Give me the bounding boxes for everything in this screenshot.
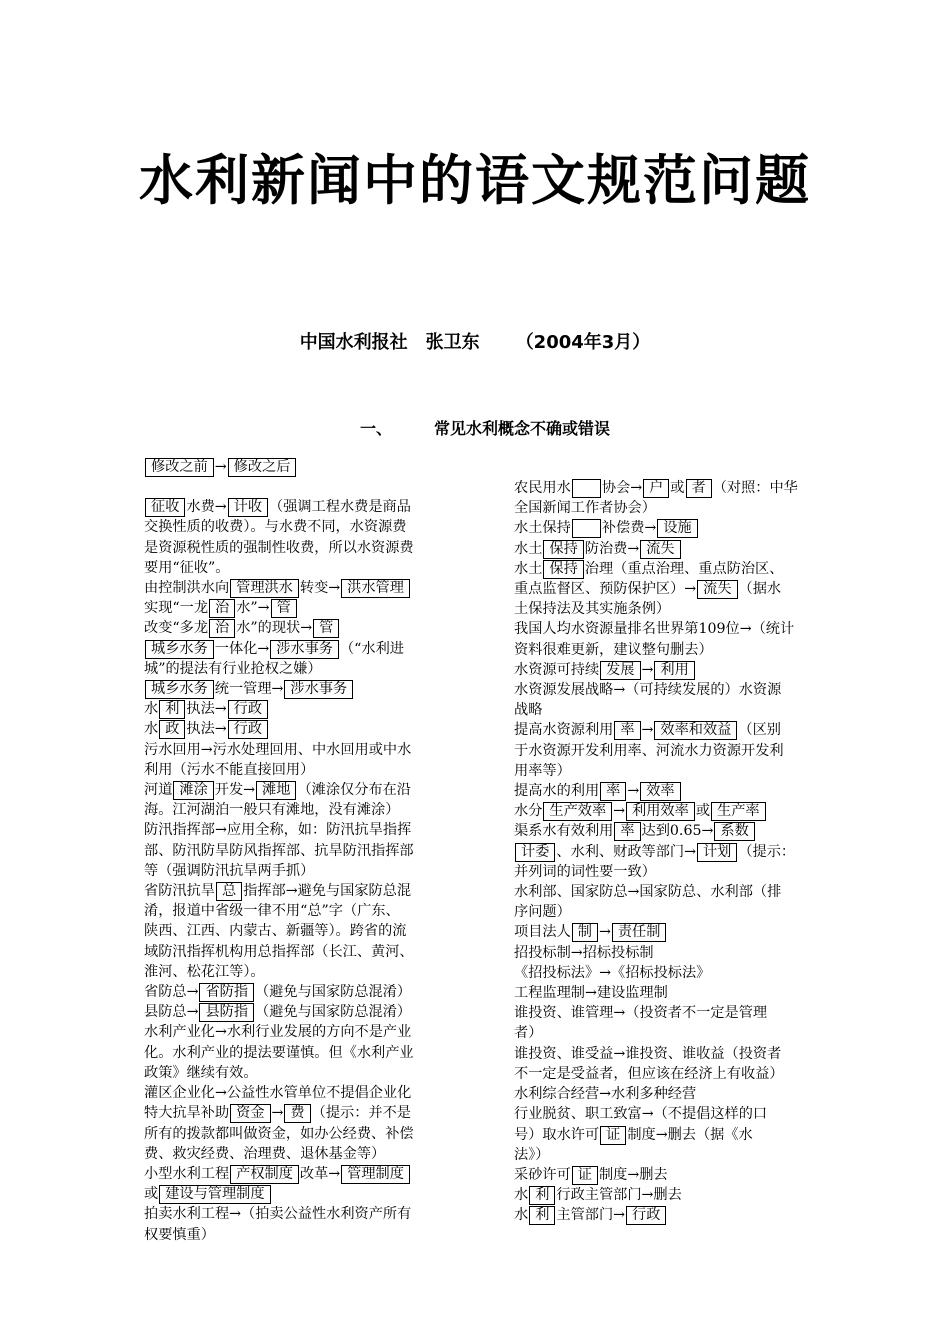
text-line	[144, 538, 480, 558]
text-line	[514, 599, 858, 619]
correction-box: 流失	[640, 540, 680, 559]
text-segment: 渠系水有效利用	[514, 823, 614, 840]
correction-box: 征收	[145, 498, 185, 517]
text-segment: 实现“一龙	[144, 600, 209, 617]
correction-box: 利用效率	[626, 802, 695, 821]
author-line	[0, 328, 950, 354]
text-line	[144, 639, 480, 659]
text-segment: 防汛指挥部→应用全称，如：防汛抗旱指挥	[144, 822, 412, 839]
text-line	[144, 820, 480, 840]
text-segment: 水利综合经营→水利多种经营	[514, 1086, 697, 1103]
text-line	[514, 1125, 858, 1145]
text-segment: 水	[514, 1187, 529, 1204]
correction-box: 治	[209, 619, 235, 638]
text-line	[144, 497, 480, 517]
text-segment: 行业脱贫、职工致富→（不提倡这样的口	[514, 1106, 768, 1123]
text-line	[144, 901, 480, 921]
correction-box: 发展	[600, 661, 640, 680]
text-segment: 省防汛抗旱	[144, 883, 215, 900]
text-line	[514, 559, 858, 579]
text-segment: 县防总→	[144, 1004, 199, 1021]
text-segment: 补偿费→	[601, 520, 657, 537]
text-segment: 开发→	[214, 782, 256, 799]
correction-box: 制	[572, 923, 598, 942]
text-line	[514, 882, 858, 902]
text-line	[144, 962, 480, 982]
text-line	[144, 1184, 480, 1204]
text-segment: 部、防汛防旱防风指挥部、抗旱防汛指挥部	[144, 842, 414, 859]
correction-box: 管理洪水	[230, 579, 299, 598]
text-line	[144, 760, 480, 780]
text-segment: 提高水资源利用	[514, 722, 614, 739]
author-name: 中国水利报社 张卫东	[299, 332, 480, 353]
text-segment: 水资源可持续	[514, 661, 600, 678]
correction-box: 总	[216, 882, 242, 901]
text-segment: 政策》继续有效。	[144, 1064, 258, 1081]
text-line	[144, 1164, 480, 1184]
text-segment: →	[598, 924, 611, 941]
text-segment: 由控制洪水向	[144, 580, 230, 597]
text-line	[514, 963, 858, 983]
text-segment: （据水	[738, 581, 782, 598]
correction-box: 率	[614, 822, 640, 841]
text-line	[144, 861, 480, 881]
correction-box	[572, 479, 601, 498]
text-segment: 权要慎重）	[144, 1226, 215, 1243]
text-segment: 水	[514, 1207, 529, 1224]
text-segment: →	[214, 459, 227, 475]
text-segment: 协会→	[601, 480, 643, 496]
text-segment: 一体化→	[214, 640, 270, 657]
publish-date: （2004年3月）	[515, 332, 651, 353]
correction-box: 效率和效益	[654, 721, 737, 740]
text-segment: 城”的提法有行业抢权之嫌）	[144, 660, 322, 677]
text-segment: 于水资源开发利用率、河流水力资源开发利	[514, 742, 784, 759]
text-line	[144, 1103, 480, 1123]
text-segment: （避免与国家防总混淆）	[255, 1004, 412, 1021]
text-line	[514, 619, 858, 639]
text-segment: 战略	[514, 702, 543, 719]
text-segment: 达到0.65→	[641, 823, 714, 840]
text-line	[514, 660, 858, 680]
correction-box: 计委	[515, 843, 555, 862]
text-line	[514, 518, 858, 538]
text-segment: 污水回用→污水处理回用、中水回用或中水	[144, 741, 412, 758]
text-line	[144, 457, 480, 477]
text-segment: 全国新闻工作者协会）	[514, 500, 656, 517]
text-segment: 农民用水	[514, 480, 571, 496]
text-segment: 采砂许可	[514, 1166, 571, 1183]
text-segment: 省防总→	[144, 984, 199, 1001]
correction-box: 效率	[640, 782, 680, 801]
text-segment: 淆，报道中省级一律不用“总”字（广东、	[144, 903, 400, 920]
text-segment: 招投标制→招标投标制	[514, 944, 654, 961]
text-segment: 执法→	[186, 721, 227, 738]
text-segment: （提示：并不是	[311, 1105, 411, 1122]
text-line	[514, 498, 858, 518]
correction-box: 计划	[697, 843, 737, 862]
correction-box: 系数	[714, 822, 754, 841]
text-segment: →	[627, 783, 640, 800]
text-line	[144, 1204, 480, 1224]
text-segment: 资料很难更新，建议整句删去）	[514, 641, 713, 658]
text-segment: 不一定是受益者，但应该在经济上有收益）	[514, 1065, 784, 1082]
text-segment: 海。江河湖泊一般只有滩地，没有滩涂）	[144, 802, 400, 819]
text-segment: 执法→	[186, 701, 227, 718]
correction-box: 管	[313, 619, 339, 638]
text-line	[144, 1063, 480, 1083]
text-segment: 域防汛指挥机构用总指挥部（长江、黄河、	[144, 943, 414, 960]
text-segment: 水	[144, 701, 159, 718]
text-line	[514, 700, 858, 720]
text-segment: 灌区企业化→公益性水管单位不提倡企业化	[144, 1085, 412, 1102]
text-segment: 费、救灾经费、治理费、退休基金等）	[144, 1145, 386, 1162]
text-line	[514, 842, 858, 862]
correction-box: 涉水事务	[270, 640, 339, 659]
text-segment: 等（强调防汛抗旱两手抓）	[144, 862, 315, 879]
text-line	[514, 720, 858, 740]
correction-box: 资金	[230, 1104, 270, 1123]
text-line	[514, 943, 858, 963]
text-line	[514, 862, 858, 882]
correction-box: 保持	[543, 560, 583, 579]
text-line	[144, 1225, 480, 1245]
text-segment: 号）取水许可	[514, 1126, 600, 1143]
text-line	[144, 780, 480, 800]
correction-box: 涉水事务	[284, 680, 353, 699]
text-line	[514, 1185, 858, 1205]
text-line	[514, 821, 858, 841]
text-line	[144, 1083, 480, 1103]
text-segment: （提示：	[738, 843, 796, 860]
correction-box: 率	[600, 782, 626, 801]
text-segment: 淮河、松花江等）。	[144, 963, 265, 980]
text-line	[514, 741, 858, 761]
text-line	[514, 1044, 858, 1064]
text-segment: （强调工程水费是商品	[269, 499, 411, 516]
text-line	[144, 1144, 480, 1164]
text-line	[514, 983, 858, 1003]
text-line	[144, 740, 480, 760]
correction-box: 生产率	[711, 802, 766, 821]
text-segment: 水”的现状→	[236, 620, 313, 637]
text-segment: 水土	[514, 540, 543, 557]
text-line	[144, 699, 480, 719]
text-segment: 河道	[144, 782, 173, 799]
text-segment: 水利部、国家防总→国家防总、水利部（排	[514, 884, 782, 901]
text-line	[144, 618, 480, 638]
text-segment: 重点监督区、预防保护区）→	[514, 581, 697, 598]
text-segment: 制度→删去（据《水	[627, 1126, 753, 1143]
text-segment: 统一管理→	[214, 681, 284, 698]
text-line	[514, 539, 858, 559]
text-segment: 《招投标法》→《招标投标法》	[514, 964, 711, 981]
text-segment: 水土保持	[514, 520, 571, 537]
text-line	[144, 942, 480, 962]
correction-box	[572, 519, 601, 538]
text-line	[514, 1064, 858, 1084]
text-line	[514, 1104, 858, 1124]
text-segment: 者）	[514, 1025, 543, 1042]
text-segment: 治理（重点治理、重点防治区、	[584, 560, 784, 577]
text-segment: （滩涂仅分布在沿	[297, 782, 411, 799]
correction-box: 生产效率	[543, 802, 612, 821]
text-segment: （避免与国家防总混淆）	[255, 984, 412, 1001]
text-line	[144, 800, 480, 820]
text-segment: 改变“多龙	[144, 620, 209, 637]
left-column	[144, 457, 480, 1245]
text-segment: 陕西、江西、内蒙古、新疆等）。跨省的流	[144, 923, 407, 940]
correction-box: 利用	[654, 661, 694, 680]
text-segment: 水费→	[186, 499, 227, 516]
text-segment: （“水利进	[339, 640, 404, 657]
text-segment: 序问题）	[514, 904, 571, 921]
text-segment: 要用“征收”。	[144, 559, 230, 576]
correction-box: 县防指	[199, 1003, 254, 1022]
text-segment: （区别	[738, 722, 781, 739]
text-line	[144, 659, 480, 679]
text-segment: 谁投资、谁管理→（投资者不一定是管理	[514, 1005, 768, 1022]
text-line	[144, 578, 480, 598]
text-line	[144, 841, 480, 861]
correction-box: 修改之前	[145, 458, 214, 477]
text-segment: 指挥部→避免与国家防总混	[243, 883, 412, 900]
correction-box: 利	[159, 700, 185, 719]
text-segment: →	[641, 661, 654, 678]
text-segment: 拍卖水利工程→（拍卖公益性水利资产所有	[144, 1206, 412, 1223]
text-segment: 是资源税性质的强制性收费，所以水资源费	[144, 539, 414, 556]
right-column	[514, 478, 858, 1226]
text-line	[144, 982, 480, 1002]
page-title: 水利新闻中的语文规范问题	[139, 149, 811, 212]
text-segment: 水利产业化→水利行业发展的方向不是产业	[144, 1024, 412, 1041]
text-line	[144, 598, 480, 618]
text-segment: 利用（污水不能直接回用）	[144, 761, 315, 778]
text-segment: 主管部门→	[556, 1207, 626, 1224]
correction-box: 设施	[657, 519, 697, 538]
correction-box: 产权制度	[230, 1165, 299, 1184]
text-line	[514, 781, 858, 801]
correction-box: 管	[271, 599, 297, 618]
text-segment: 或	[144, 1186, 159, 1203]
correction-box: 率	[614, 721, 640, 740]
text-segment: 水资源发展战略→（可持续发展的）水资源	[514, 682, 782, 699]
correction-box: 行政	[228, 700, 268, 719]
text-segment: 交换性质的收费）。与水费不同，水资源费	[144, 519, 407, 536]
correction-box: 洪水管理	[341, 579, 410, 598]
text-segment: →	[271, 1105, 284, 1122]
text-line	[144, 719, 480, 739]
correction-box: 保持	[543, 540, 583, 559]
text-line	[144, 1043, 480, 1063]
text-line	[514, 801, 858, 821]
text-segment: 并列词的词性要一致）	[514, 863, 656, 880]
correction-box: 利	[529, 1186, 555, 1205]
text-line	[514, 1165, 858, 1185]
text-line	[514, 1084, 858, 1104]
correction-box: 证	[600, 1126, 626, 1145]
text-segment: 制度→删去	[598, 1166, 668, 1183]
section-number: 一、	[360, 419, 393, 438]
text-line	[144, 558, 480, 578]
text-segment: 转变→	[299, 580, 341, 597]
text-segment: 、水利、财政等部门→	[556, 843, 696, 860]
text-segment: 小型水利工程	[144, 1165, 230, 1182]
text-line	[144, 679, 480, 699]
text-line	[514, 1205, 858, 1225]
text-segment: 提高水的利用	[514, 783, 600, 800]
text-line	[514, 1003, 858, 1023]
correction-box: 城乡水务	[145, 680, 214, 699]
correction-box: 省防指	[199, 983, 254, 1002]
text-segment: →	[613, 803, 626, 820]
text-segment: 项目法人	[514, 924, 571, 941]
correction-box: 滩涂	[173, 781, 213, 800]
text-line	[144, 1022, 480, 1042]
correction-box: 城乡水务	[145, 640, 214, 659]
text-segment: 我国人均水资源量排名世界第109位→（统计	[514, 621, 795, 638]
text-line	[144, 921, 480, 941]
correction-box: 滩地	[256, 781, 296, 800]
text-segment: 化。水利产业的提法要谨慎。但《水利产业	[144, 1044, 414, 1061]
correction-box: 责任制	[612, 923, 667, 942]
text-line	[514, 902, 858, 922]
correction-box: 行政	[228, 720, 268, 739]
text-segment: 或	[670, 480, 685, 496]
text-line	[144, 1124, 480, 1144]
text-line	[144, 477, 480, 497]
text-line	[514, 478, 858, 498]
text-line	[514, 680, 858, 700]
text-line	[514, 1145, 858, 1165]
correction-box: 计收	[228, 498, 268, 517]
text-line	[514, 761, 858, 781]
correction-box: 户	[643, 479, 669, 498]
text-segment: 或	[695, 803, 711, 820]
correction-box: 政	[159, 720, 185, 739]
text-segment: 水土	[514, 560, 543, 577]
text-segment: 特大抗旱补助	[144, 1105, 230, 1122]
text-line	[144, 881, 480, 901]
correction-box: 修改之后	[228, 458, 297, 477]
text-segment: 水	[144, 721, 159, 738]
text-segment: 水分	[514, 803, 543, 820]
section-heading	[360, 416, 610, 439]
text-segment: 防治费→	[584, 540, 640, 557]
text-segment: 水”→	[236, 600, 270, 617]
text-line	[514, 579, 858, 599]
text-line	[514, 1023, 858, 1043]
correction-box: 证	[572, 1166, 598, 1185]
text-segment: 法》）	[514, 1146, 550, 1163]
text-segment: 用率等）	[514, 762, 571, 779]
text-segment: （对照：中华	[712, 480, 798, 496]
correction-box: 管理制度	[341, 1165, 410, 1184]
text-segment: 谁投资、谁受益→谁投资、谁收益（投资者	[514, 1045, 782, 1062]
correction-box: 流失	[697, 580, 737, 599]
text-segment: 所有的拨款都叫做资金，如办公经费、补偿	[144, 1125, 414, 1142]
correction-box: 利	[529, 1206, 555, 1225]
correction-box: 费	[284, 1104, 310, 1123]
text-segment: →	[641, 722, 654, 739]
text-line	[144, 517, 480, 537]
text-segment: 行政主管部门→删去	[556, 1187, 682, 1204]
correction-box: 治	[209, 599, 235, 618]
correction-box: 行政	[626, 1206, 666, 1225]
text-segment: 工程监理制→建设监理制	[514, 985, 668, 1002]
correction-box: 建设与管理制度	[159, 1185, 270, 1204]
correction-box: 者	[686, 479, 712, 498]
text-line	[514, 640, 858, 660]
text-segment: 改革→	[299, 1165, 341, 1182]
text-line	[514, 922, 858, 942]
text-segment: 土保持法及其实施条例）	[514, 601, 671, 618]
text-line	[144, 1002, 480, 1022]
section-title: 常见水利概念不确或错误	[434, 419, 611, 438]
